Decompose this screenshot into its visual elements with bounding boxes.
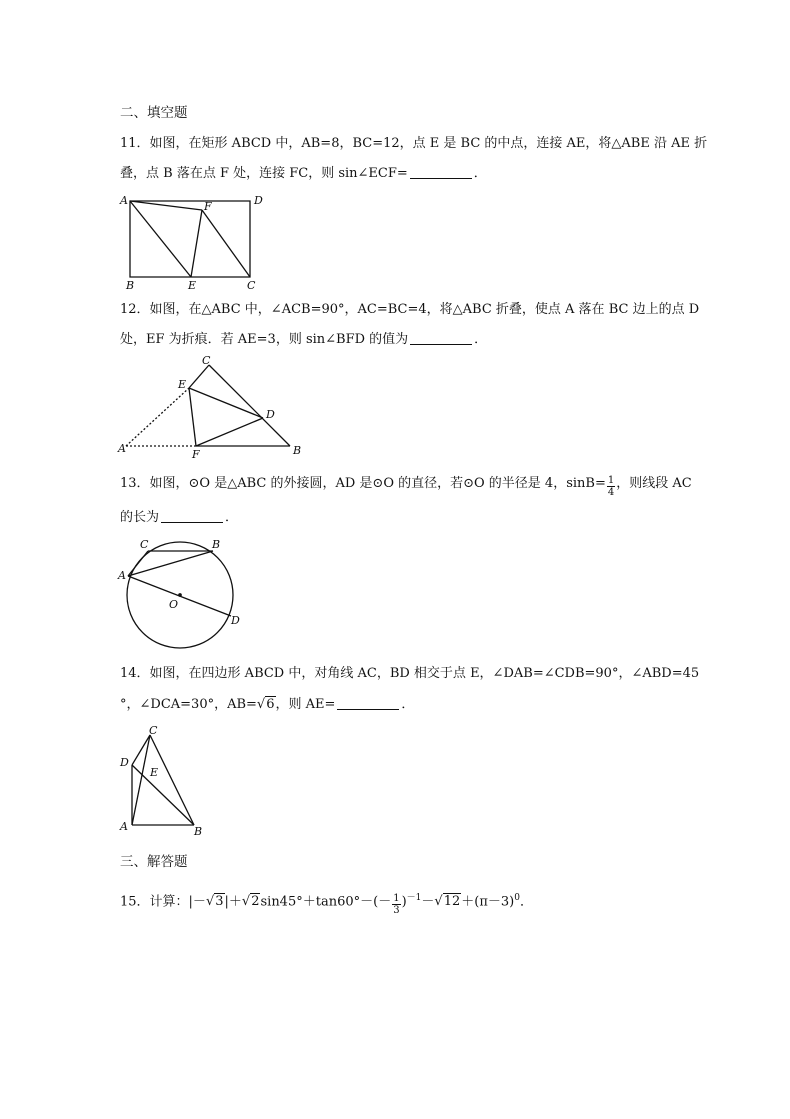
question-13-text: 13．如图，⊙O 是△ABC 的外接圆，AD 是⊙O 的直径，若⊙O 的半径是 4，sinB= <box>120 476 606 491</box>
question-14-line-2 <box>120 695 680 715</box>
segment-fc <box>202 210 250 277</box>
figure-13-circle <box>118 534 248 654</box>
label-E: E <box>150 766 159 779</box>
question-11-text: 叠，点 B 落在点 F 处，连接 FC，则 sin∠ECF= <box>120 166 408 181</box>
center-point-o <box>179 594 181 596</box>
segment-ce <box>189 365 209 388</box>
label-D: D <box>254 194 263 207</box>
figure-11-rectangle <box>118 192 268 292</box>
answer-blank-13[interactable] <box>161 508 223 523</box>
label-F: F <box>192 448 200 461</box>
fraction-one-third: $\frac{1}{3}$ <box>393 893 400 917</box>
segment-cb <box>150 735 194 825</box>
figure-12-folded-triangle <box>118 356 318 461</box>
label-A: A <box>118 569 126 582</box>
segment-fd <box>196 418 263 446</box>
question-12-end: ． <box>474 332 488 347</box>
rectangle-abcd <box>130 201 250 277</box>
question-11-end: ． <box>473 166 487 181</box>
label-B: B <box>126 279 135 292</box>
question-13-line-1 <box>120 474 692 498</box>
label-C: C <box>149 724 158 737</box>
sqrt-three: √3 <box>205 894 224 910</box>
q15-part-2: |＋ <box>224 894 242 910</box>
question-11-line-1: 11．如图，在矩形 ABCD 中，AB=8，BC=12，点 E 是 BC 的中点，连接 AE，将△ABE 沿 AE 折 <box>120 136 708 151</box>
segment-ca <box>128 551 148 576</box>
dashed-segment-ae <box>126 388 189 446</box>
figure-14-quadrilateral <box>118 724 218 839</box>
label-B: B <box>293 444 302 457</box>
question-13-end: ． <box>225 510 239 525</box>
exponent-minus-one: －1 <box>406 893 422 903</box>
question-14-text-2: ，则 AE= <box>275 697 336 712</box>
label-C: C <box>202 354 211 367</box>
answer-blank-11[interactable] <box>410 164 472 179</box>
label-C: C <box>140 538 149 551</box>
label-B: B <box>194 825 203 838</box>
segment-fe <box>191 210 202 277</box>
question-14-line-1: 14．如图，在四边形 ABCD 中，对角线 AC，BD 相交于点 E，∠DAB=∠CDB=90°，∠ABD=45 <box>120 666 700 681</box>
fraction-one-quarter: $\frac{1}{4}$ <box>607 475 615 498</box>
sqrt-six: √6 <box>256 697 275 712</box>
label-A: A <box>120 194 128 207</box>
label-E: E <box>188 279 197 292</box>
question-12-line-2 <box>120 330 680 350</box>
question-13-text-2: ，则线段 AC <box>616 476 692 491</box>
q15-part-4: ) <box>401 894 407 910</box>
label-A: A <box>120 820 128 833</box>
q15-part-5: － <box>421 894 435 910</box>
segment-af <box>130 201 202 210</box>
label-F: F <box>204 200 212 213</box>
label-O: O <box>169 598 179 611</box>
q15-part-6: ＋(π－3) <box>461 894 515 910</box>
segment-ef <box>189 388 196 446</box>
question-13-line-2 <box>120 508 680 528</box>
question-14-end: ． <box>401 697 415 712</box>
label-B: B <box>212 538 221 551</box>
segment-ae <box>130 201 191 277</box>
label-C: C <box>247 279 256 292</box>
segment-ed <box>189 388 263 418</box>
question-12-text: 处，EF 为折痕．若 AE=3，则 sin∠BFD 的值为 <box>120 332 409 347</box>
question-14-text: °，∠DCA=30°，AB= <box>120 697 257 712</box>
answer-blank-12[interactable] <box>410 330 472 345</box>
question-15-expression <box>120 888 680 916</box>
answer-blank-14[interactable] <box>337 695 399 710</box>
label-D: D <box>266 408 275 421</box>
label-D: D <box>120 756 129 769</box>
sqrt-twelve: √12 <box>434 894 461 910</box>
diagonal-bd <box>132 765 194 825</box>
question-13-text-3: 的长为 <box>120 510 160 525</box>
question-11-line-2 <box>120 164 680 184</box>
segment-ab <box>128 551 213 576</box>
section-fill-in-blank-heading: 二、填空题 <box>120 105 188 121</box>
q15-part-7: ． <box>519 894 533 910</box>
section-solutions-heading: 三、解答题 <box>120 854 188 870</box>
label-D: D <box>231 614 240 627</box>
q15-part-1: 15．计算：|－ <box>120 894 206 910</box>
q15-part-3: sin45°＋tan60°－(－ <box>260 894 392 910</box>
exponent-zero: 0 <box>514 893 520 903</box>
segment-cb <box>209 365 290 446</box>
label-A: A <box>118 442 126 455</box>
label-E: E <box>178 378 187 391</box>
question-12-line-1: 12．如图，在△ABC 中，∠ACB=90°，AC=BC=4，将△ABC 折叠，使点 A 落在 BC 边上的点 D <box>120 302 700 317</box>
sqrt-two: √2 <box>241 894 260 910</box>
